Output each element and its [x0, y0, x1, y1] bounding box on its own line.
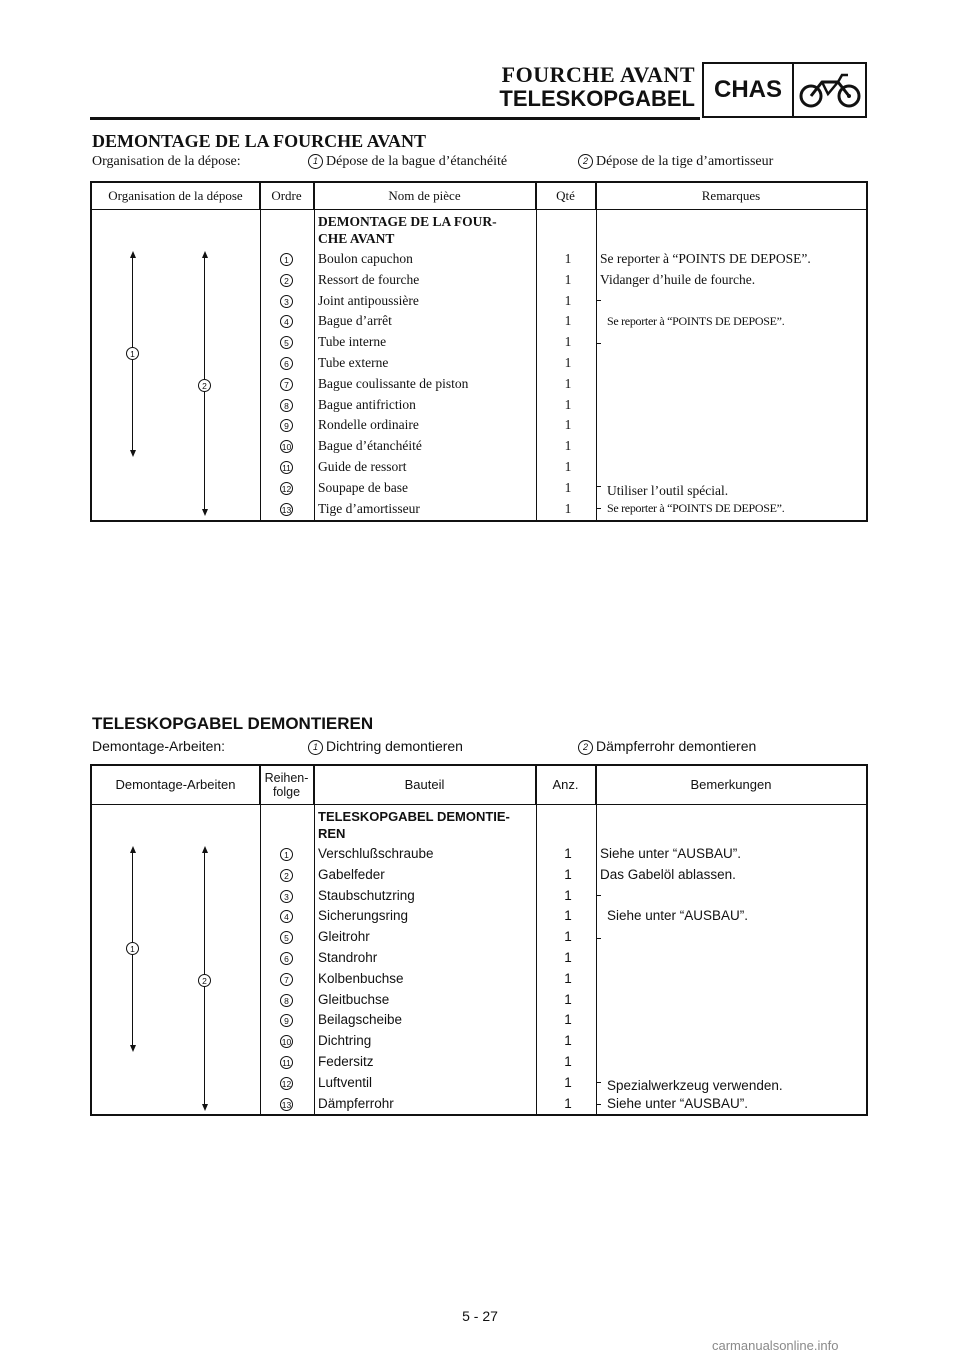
header-title-fr: FOURCHE AVANT [501, 62, 695, 87]
de-col-divider [596, 766, 597, 1114]
part-name: Federsitz [318, 1054, 374, 1069]
order-number-icon: 6 [280, 357, 293, 370]
order-number-icon: 6 [280, 952, 293, 965]
fr-col-part: Nom de pièce [314, 183, 536, 209]
part-name: Joint antipoussière [318, 292, 419, 308]
order-number-icon: 10 [281, 442, 292, 453]
circle-number-icon: 1 [308, 740, 323, 755]
part-qty: 1 [564, 1012, 572, 1028]
part-qty: 1 [564, 271, 572, 287]
order-number-icon: 9 [280, 419, 293, 432]
de-col-order-line-2: folge [272, 785, 301, 799]
section-badge [702, 62, 867, 118]
part-qty: 1 [564, 950, 572, 965]
order-number-icon: 12 [281, 1078, 292, 1089]
de-bracket [596, 895, 601, 939]
part-name: Ressort de fourche [318, 271, 420, 287]
marker-2: 2 [198, 974, 211, 987]
arrow-down-icon [130, 1045, 136, 1052]
fr-bracket [596, 486, 601, 509]
order-number-icon: 4 [280, 315, 293, 328]
order-number-icon: 7 [280, 378, 293, 391]
part-name: Dämpferrohr [318, 1095, 394, 1111]
de-parts-table [90, 764, 868, 1116]
part-name: Bague d’arrêt [318, 313, 392, 329]
arrow-down-icon [202, 1104, 208, 1111]
fr-sub-label: Organisation de la dépose: [92, 154, 241, 169]
part-qty: 1 [564, 417, 572, 433]
part-qty: 1 [564, 1095, 572, 1111]
fr-remark-5: Se reporter à “POINTS DE DEPOSE”. [607, 501, 785, 515]
order-number-icon: 7 [280, 973, 293, 986]
part-name: Beilagscheibe [318, 1012, 403, 1028]
part-qty: 1 [564, 1033, 572, 1049]
order-number-icon: 5 [280, 336, 293, 349]
header-title-de: TELESKOPGABEL [499, 86, 695, 111]
motorcycle-icon [794, 64, 865, 116]
order-number-icon: 3 [280, 295, 293, 308]
part-name: Rondelle ordinaire [318, 417, 419, 433]
part-qty: 1 [564, 292, 572, 308]
part-name: Boulon capuchon [318, 251, 413, 266]
fr-sub-item-2: 2 Dépose de la tige d’amortisseur [578, 154, 773, 170]
part-qty: 1 [564, 334, 572, 350]
part-qty: 1 [564, 313, 572, 329]
part-name: Tube interne [318, 334, 387, 350]
fr-remark-2: Vidanger d’huile de fourche. [600, 272, 756, 287]
arrow-down-icon [130, 450, 136, 457]
part-name: Dichtring [318, 1033, 372, 1049]
order-number-icon: 13 [281, 504, 292, 515]
part-qty: 1 [564, 846, 572, 861]
order-number-icon: 2 [280, 274, 293, 287]
marker-1: 1 [126, 942, 139, 955]
arrow-up-icon [130, 251, 136, 258]
fr-remark-3: Se reporter à “POINTS DE DEPOSE”. [607, 314, 785, 328]
arrow-up-icon [202, 846, 208, 853]
page-number: 5 - 27 [462, 1308, 498, 1324]
de-sub-label: Demontage-Arbeiten: [92, 738, 226, 754]
part-qty: 1 [564, 908, 572, 924]
order-number-icon: 3 [280, 890, 293, 903]
de-col-divider [314, 766, 315, 1114]
fr-col-qty: Qté [536, 183, 596, 209]
part-qty: 1 [564, 887, 572, 903]
part-name: Gleitbuchse [318, 991, 390, 1007]
de-heading-line-1: TELESKOPGABEL DEMONTIE- [318, 809, 510, 824]
circle-number-icon: 2 [578, 740, 593, 755]
order-number-icon: 10 [281, 1037, 292, 1048]
part-qty: 1 [564, 251, 572, 266]
order-number-icon: 1 [280, 253, 293, 266]
part-name: Gleitrohr [318, 929, 370, 945]
part-qty: 1 [564, 1074, 572, 1090]
header-rule [90, 117, 700, 120]
part-name: Staubschutzring [318, 887, 415, 903]
fr-col-divider [314, 183, 315, 520]
fr-heading-line-1: DEMONTAGE DE LA FOUR- [318, 214, 497, 229]
fr-col-divider [260, 183, 261, 520]
order-number-icon: 9 [280, 1014, 293, 1027]
part-name: Soupape de base [318, 479, 408, 495]
part-qty: 1 [564, 459, 572, 474]
part-name: Kolbenbuchse [318, 970, 404, 986]
order-number-icon: 13 [281, 1099, 292, 1110]
part-qty: 1 [564, 479, 572, 495]
fr-sub-item-1: 1 Dépose de la bague d’étanchéité [308, 154, 507, 170]
circle-number-icon: 1 [308, 154, 323, 169]
part-name: Bague antifriction [318, 396, 416, 412]
fr-col-remarks: Remarques [701, 188, 761, 203]
circle-number-icon: 2 [578, 154, 593, 169]
part-name: Tube externe [318, 355, 389, 370]
arrow-up-icon [130, 846, 136, 853]
part-qty: 1 [564, 355, 572, 370]
part-name: Luftventil [318, 1074, 373, 1090]
fr-parts-table [90, 181, 868, 522]
part-name: Tige d’amortisseur [318, 500, 420, 516]
part-qty: 1 [564, 375, 572, 391]
order-number-icon: 1 [280, 848, 293, 861]
de-col-divider [260, 766, 261, 1114]
part-name: Guide de ressort [318, 459, 407, 474]
fr-heading-line-2: CHE AVANT [318, 231, 395, 246]
de-sub-item-1: 1 Dichtring demontieren [308, 738, 463, 755]
order-number-icon: 4 [280, 910, 293, 923]
fr-bracket [596, 300, 601, 344]
de-col-work: Demontage-Arbeiten [92, 766, 260, 804]
part-name: Gabelfeder [318, 866, 385, 882]
de-section-title: TELESKOPGABEL DEMONTIEREN [92, 714, 374, 733]
de-sub-item-2: 2 Dämpferrohr demontieren [578, 738, 756, 755]
fr-col-order: Ordre [260, 183, 314, 209]
part-name: Standrohr [318, 950, 378, 965]
part-qty: 1 [564, 866, 572, 882]
part-qty: 1 [564, 1054, 572, 1069]
part-qty: 1 [564, 970, 572, 986]
fr-col-divider [596, 183, 597, 520]
order-number-icon: 2 [280, 869, 293, 882]
marker-2: 2 [198, 379, 211, 392]
part-qty: 1 [564, 991, 572, 1007]
de-bracket [596, 1082, 601, 1105]
de-col-part: Bauteil [314, 766, 536, 804]
de-remark-5: Siehe unter “AUSBAU”. [607, 1096, 749, 1111]
de-remark-4: Spezialwerkzeug verwenden. [607, 1078, 783, 1093]
part-qty: 1 [564, 396, 572, 412]
arrow-down-icon [202, 509, 208, 516]
order-number-icon: 12 [281, 483, 292, 494]
de-col-order [260, 766, 314, 804]
de-header-rule [92, 804, 866, 805]
de-remark-1: Siehe unter “AUSBAU”. [600, 846, 742, 861]
part-qty: 1 [564, 929, 572, 945]
order-number-icon: 11 [280, 1056, 293, 1069]
part-name: Sicherungsring [318, 908, 409, 924]
de-heading-line-2: REN [318, 826, 346, 841]
marker-1: 1 [126, 347, 139, 360]
de-col-qty: Anz. [536, 766, 596, 804]
fr-section-title: DEMONTAGE DE LA FOURCHE AVANT [92, 131, 427, 151]
arrow-up-icon [202, 251, 208, 258]
order-number-icon: 8 [280, 994, 293, 1007]
part-name: Bague d’étanchéité [318, 438, 422, 454]
watermark: carmanualsonline.info [712, 1338, 839, 1353]
de-col-remarks: Bemerkungen [690, 777, 772, 792]
part-name: Verschlußschraube [318, 846, 434, 861]
order-number-icon: 11 [280, 461, 293, 474]
order-number-icon: 5 [280, 931, 293, 944]
fr-remark-1: Se reporter à “POINTS DE DEPOSE”. [600, 251, 811, 266]
order-number-icon: 8 [280, 399, 293, 412]
fr-col-org: Organisation de la dépose [92, 183, 260, 209]
de-col-divider [536, 766, 537, 1114]
de-remark-3: Siehe unter “AUSBAU”. [607, 908, 749, 923]
part-name: Bague coulissante de piston [318, 375, 469, 391]
part-qty: 1 [564, 500, 572, 516]
section-code: CHAS [704, 64, 794, 116]
fr-col-divider [536, 183, 537, 520]
de-col-order-line-1: Reihen- [264, 771, 309, 785]
de-remark-2: Das Gabelöl ablassen. [600, 867, 736, 882]
fr-remark-4: Utiliser l’outil spécial. [607, 483, 729, 498]
fr-header-rule [92, 209, 866, 210]
part-qty: 1 [564, 438, 572, 454]
